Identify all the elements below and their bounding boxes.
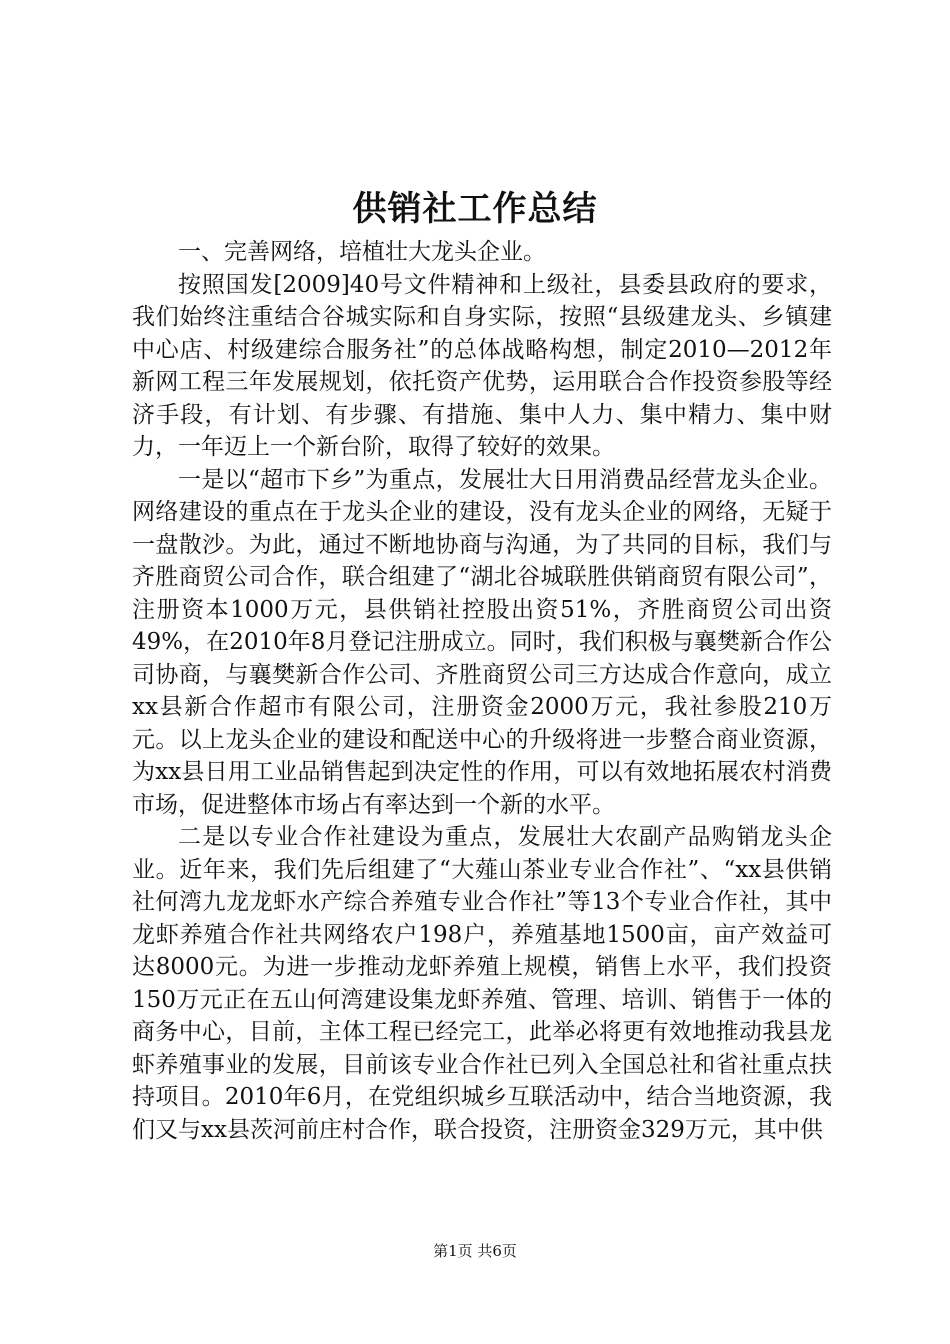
section-heading: 一、完善网络，培植壮大龙头企业。 bbox=[178, 239, 546, 265]
page-footer: 第1页 共6页 bbox=[433, 1242, 517, 1260]
paragraph-supermarket: 一是以“超市下乡”为重点，发展壮大日用消费品经营龙头企业。网络建设的重点在于龙头企业的建设，没有龙头企业的网络，无疑于一盘散沙。为此，通过不断地协商与沟通，为了共同的目标，我们与齐胜商贸公司合作，联合组建了“湖北谷城联胜供销商贸有限公司”，注册资本1000万元，县供销社控股出资51%，齐胜商贸公司出资49%，在2010年8月登记注册成立。同时，我们积极与襄樊新合作公司协商，与襄樊新合作公司、齐胜商贸公司三方达成合作意向，成立xx县新合作超市有限公司，注册资金2000万元，我社参股210万元。以上龙头企业的建设和配送中心的升级将进一步整合商业资源，为xx县日用工业品销售起到决定性的作用，可以有效地拓展农村消费市场，促进整体市场占有率达到一个新的水平。 bbox=[132, 466, 832, 818]
paragraph-intro: 按照国发[2009]40号文件精神和上级社，县委县政府的要求，我们始终注重结合谷城实际和自身实际，按照“县级建龙头、乡镇建中心店、村级建综合服务社”的总体战略构想，制定2010—2012年新网工程三年发展规划，依托资产优势，运用联合合作投资参股等经济手段，有计划、有步骤、有措施、集中人力、集中精力、集中财力，一年迈上一个新台阶，取得了较好的效果。 bbox=[132, 271, 832, 460]
paragraph-cooperatives: 二是以专业合作社建设为重点，发展壮大农副产品购销龙头企业。近年来，我们先后组建了“大薤山茶业专业合作社”、“xx县供销社何湾九龙龙虾水产综合养殖专业合作社”等13个专业合作社，其中龙虾养殖合作社共网络农户198户，养殖基地1500亩，亩产效益可达8000元。为进一步推动龙虾养殖上规模，销售上水平，我们投资150万元正在五山何湾建设集龙虾养殖、管理、培训、销售于一体的商务中心，目前，主体工程已经完工，此举必将更有效地推动我县龙虾养殖事业的发展，目前该专业合作社已列入全国总社和省社重点扶持项目。2010年6月，在党组织城乡互联活动中，结合当地资源，我们又与xx县茨河前庄村合作，联合投资，注册资金329万元，其中供 bbox=[132, 824, 832, 1143]
document-body bbox=[132, 236, 832, 1146]
document-title: 供销社工作总结 bbox=[352, 189, 598, 229]
